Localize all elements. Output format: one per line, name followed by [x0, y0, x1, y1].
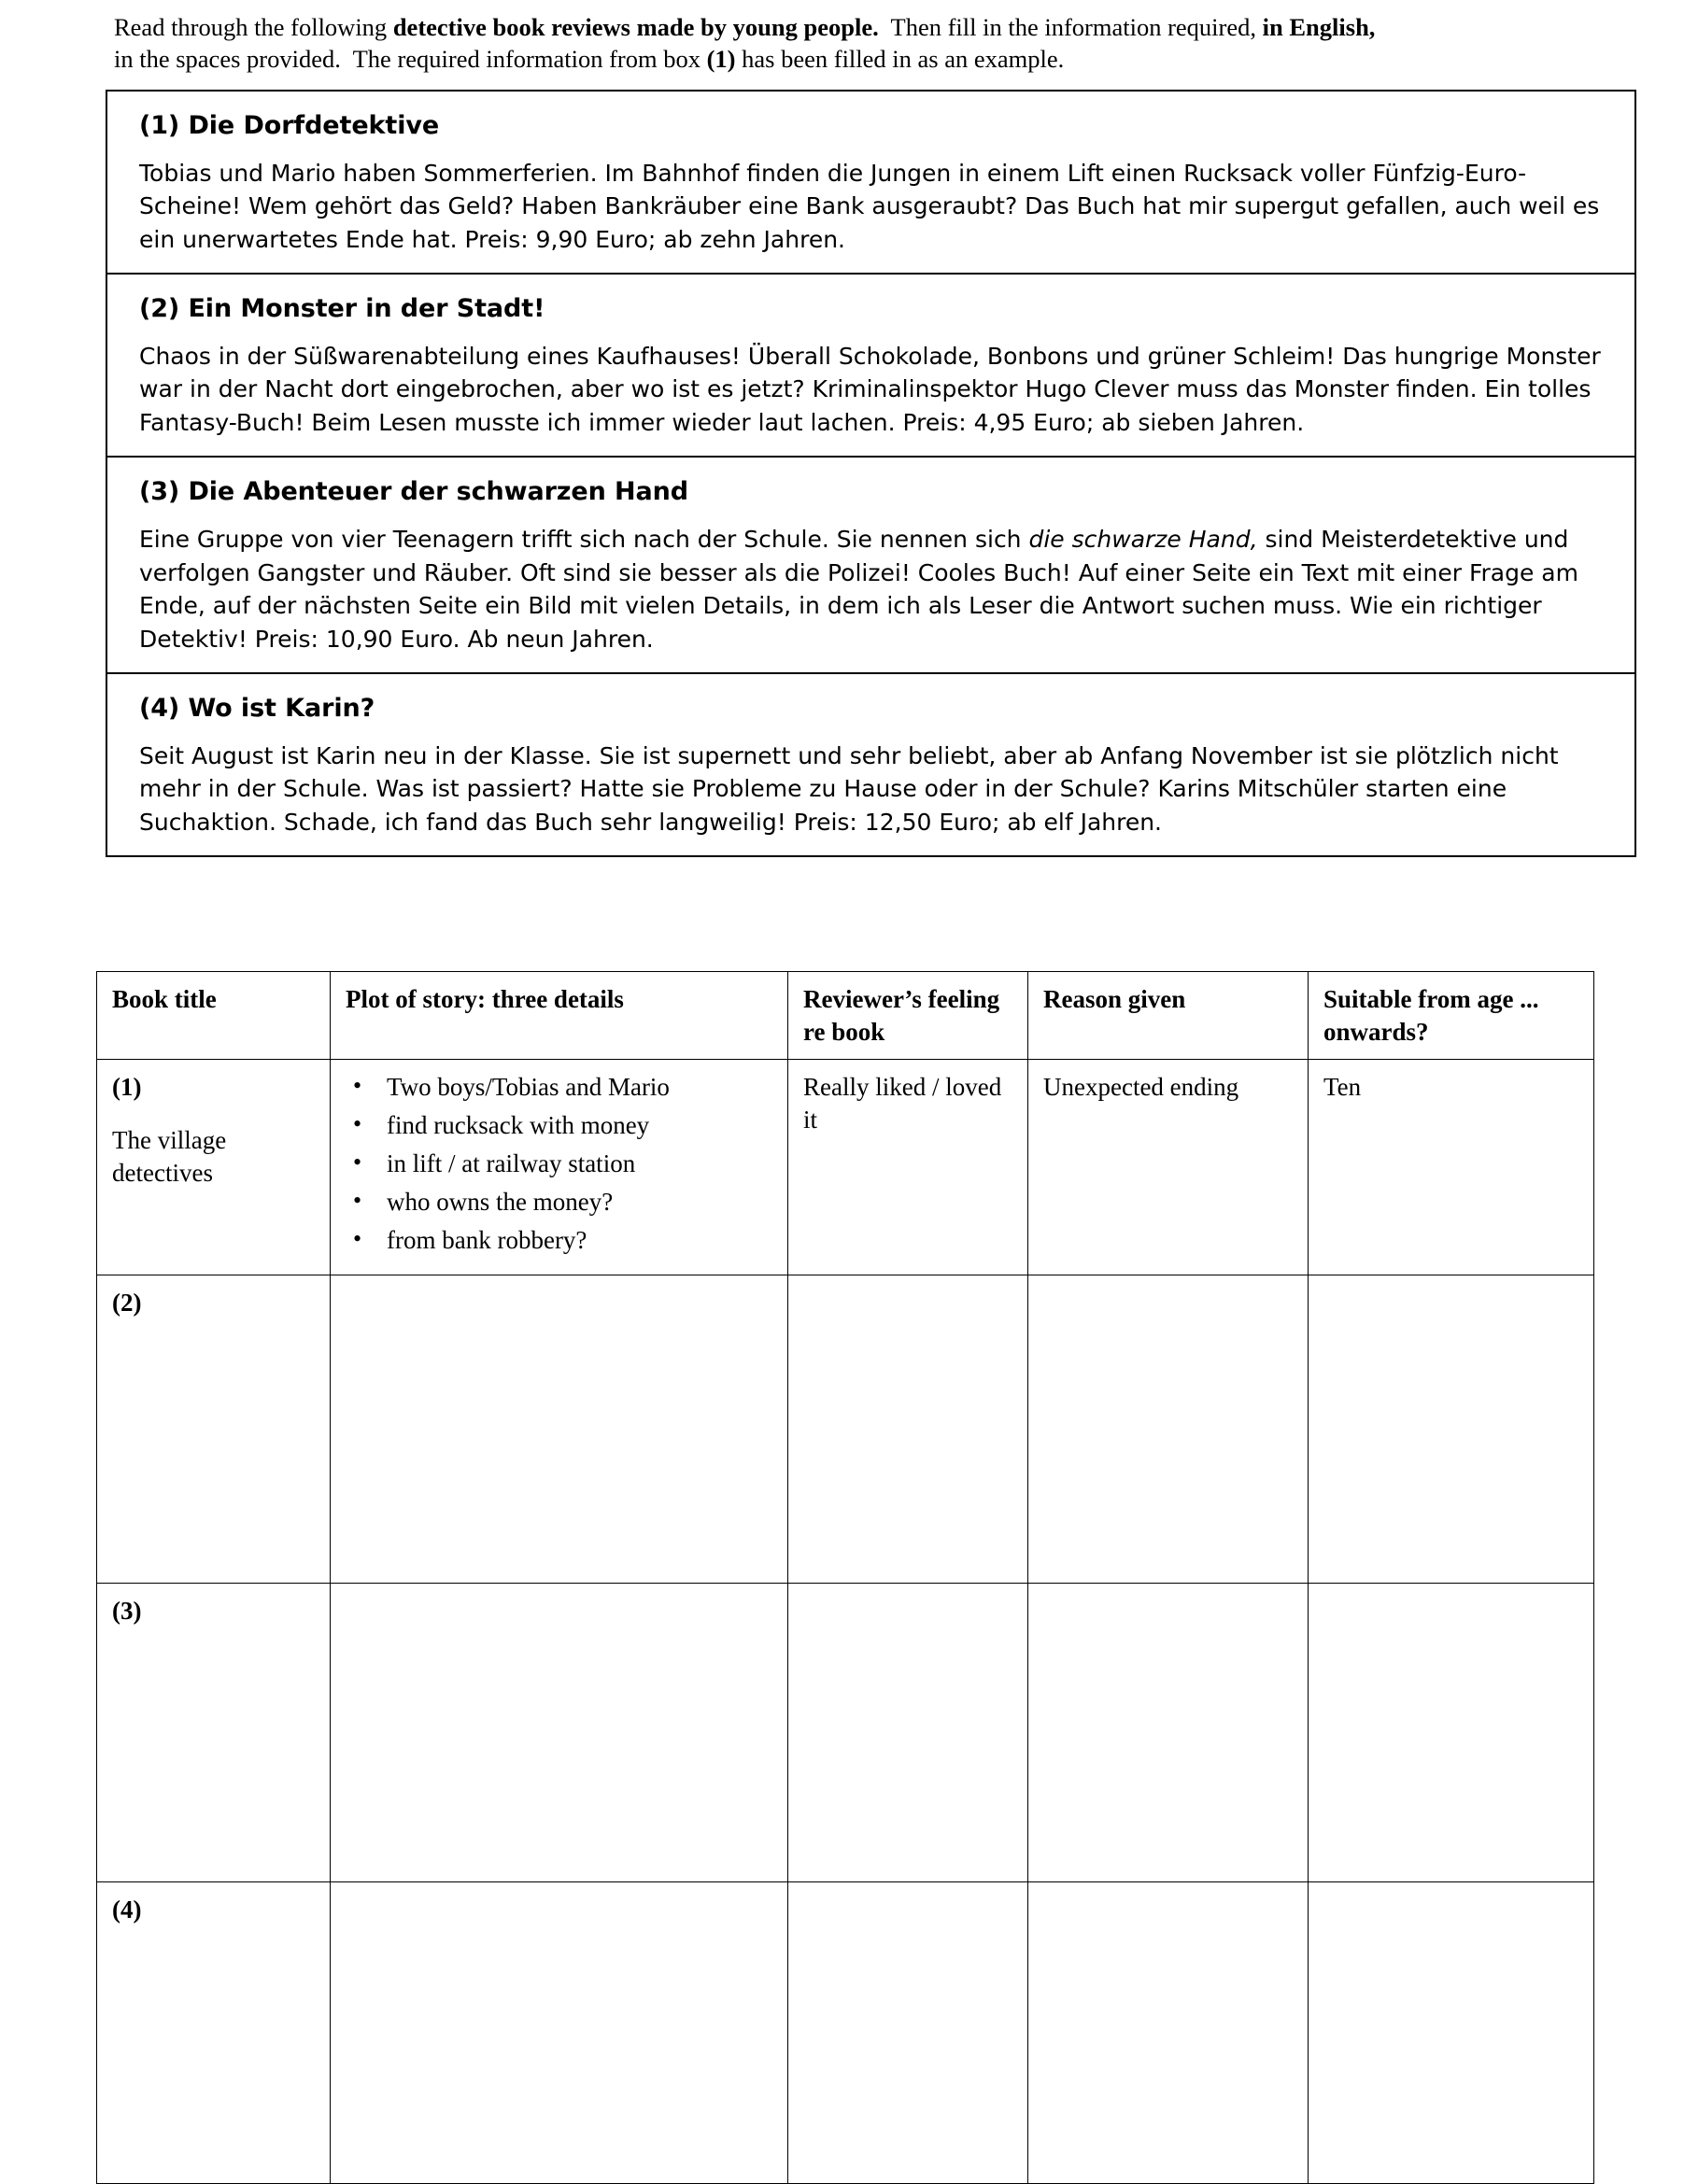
row-number-1: (1): [112, 1073, 142, 1102]
cell-plot-2[interactable]: [331, 1275, 788, 1583]
row-number-3: (3): [112, 1596, 142, 1625]
review-text-4: [139, 740, 1610, 839]
review-text-1: [139, 157, 1610, 257]
list-item: • who owns the money?: [381, 1186, 774, 1219]
review-text-2: [139, 340, 1610, 440]
table-row: [97, 1275, 1594, 1583]
cell-reason-4[interactable]: [1028, 1881, 1309, 2183]
cell-reason-1[interactable]: [1028, 1060, 1309, 1275]
review-box-4: [107, 674, 1634, 855]
cell-feeling-4[interactable]: [788, 1881, 1028, 2183]
answer-table-head: [97, 972, 1594, 1060]
list-item: • in lift / at railway station: [381, 1148, 774, 1180]
reason-answer-1: Unexpected ending: [1043, 1073, 1239, 1102]
review-text-3-after: sind Meisterdetektive und verfolgen Gangster und Räuber. Oft sind sie besser als die Polizei! Cooles Buch! Auf einer Seite ein Text mit einer Frage am Ende, auf der nächsten Seite ein Bild mit vielen Details, in dem ich als Leser die Antwort suchen muss. Wie ein richtiger Detektiv! Preis: 10,90 Euro. Ab neun Jahren.: [139, 526, 1578, 653]
table-row: [97, 1583, 1594, 1881]
review-text-2-before: Chaos in der Süßwarenabteilung eines Kaufhauses! Überall Schokolade, Bonbons und grüner Schleim! Das hungrige Monster war in der Nacht dort eingebrochen, aber wo ist es jetzt? Kriminalinspektor Hugo Clever muss das Monster finden. Ein tolles Fantasy-Buch! Beim Lesen musste ich immer wieder laut lachen. Preis: 4,95 Euro; ab sieben Jahren.: [139, 342, 1601, 436]
review-title-3: (3) Die Abenteuer der schwarzen Hand: [139, 477, 689, 507]
instructions-line1-part1: Read through the following: [114, 13, 393, 41]
instructions-line2-part1: in the spaces provided. The required information from box: [114, 45, 707, 74]
review-box-2: [107, 275, 1634, 458]
instructions: [114, 11, 1608, 76]
answer-table-body: [97, 1060, 1594, 2183]
column-header-feeling: Reviewer’s feeling re book: [788, 972, 1028, 1060]
cell-book-title-3[interactable]: [97, 1583, 331, 1881]
answer-table: [96, 971, 1594, 2184]
column-header-book-title: Book title: [97, 972, 331, 1060]
cell-book-title-4[interactable]: [97, 1881, 331, 2183]
list-item: • Two boys/Tobias and Mario: [381, 1071, 774, 1104]
table-row: [97, 1060, 1594, 1275]
instructions-line1-part2: Then fill in the information required,: [878, 13, 1263, 41]
cell-age-2[interactable]: [1309, 1275, 1594, 1583]
instructions-line1-bold2: in English,: [1262, 13, 1376, 41]
age-answer-1: Ten: [1323, 1073, 1362, 1102]
row-number-4: (4): [112, 1895, 142, 1923]
review-boxes-container: [106, 90, 1636, 857]
review-title-2: (2) Ein Monster in der Stadt!: [139, 294, 545, 324]
cell-plot-4[interactable]: [331, 1881, 788, 2183]
table-row: [97, 1881, 1594, 2183]
review-text-3: [139, 523, 1610, 655]
cell-book-title-1[interactable]: [97, 1060, 331, 1275]
cell-age-1[interactable]: [1309, 1060, 1594, 1275]
cell-reason-2[interactable]: [1028, 1275, 1309, 1583]
review-text-3-before: Eine Gruppe von vier Teenagern trifft sich nach der Schule. Sie nennen sich: [139, 526, 1029, 554]
review-text-3-italic: die schwarze Hand,: [1028, 526, 1258, 554]
book-title-answer-1: The village detectives: [112, 1126, 227, 1188]
column-header-reason: Reason given: [1028, 972, 1309, 1060]
instructions-line2-bold: (1): [706, 45, 736, 74]
review-title-1: (1) Die Dorfdetektive: [139, 111, 440, 140]
review-title-4: (4) Wo ist Karin?: [139, 694, 375, 724]
cell-feeling-1[interactable]: [788, 1060, 1028, 1275]
list-item: • find rucksack with money: [381, 1109, 774, 1142]
plot-bullet-list-1: [346, 1071, 774, 1257]
review-box-1: [107, 92, 1634, 275]
cell-feeling-2[interactable]: [788, 1275, 1028, 1583]
column-header-age: Suitable from age ... onwards?: [1309, 972, 1594, 1060]
cell-plot-3[interactable]: [331, 1583, 788, 1881]
column-header-plot: Plot of story: three details: [331, 972, 788, 1060]
cell-plot-1[interactable]: [331, 1060, 788, 1275]
list-item: • from bank robbery?: [381, 1224, 774, 1257]
review-text-4-before: Seit August ist Karin neu in der Klasse. Sie ist supernett und sehr beliebt, aber ab Anfang November ist sie plötzlich nicht mehr in der Schule. Was ist passiert? Hatte sie Probleme zu Hause oder in der Schule? Karins Mitschüler starten eine Suchaktion. Schade, ich fand das Buch sehr langweilig! Preis: 12,50 Euro; ab elf Jahren.: [139, 741, 1559, 836]
feeling-answer-1: Really liked / loved it: [803, 1073, 1002, 1134]
table-header-row: [97, 972, 1594, 1060]
row-number-2: (2): [112, 1288, 142, 1317]
cell-book-title-2[interactable]: [97, 1275, 331, 1583]
review-box-3: [107, 458, 1634, 674]
instructions-line1-bold1: detective book reviews made by young people.: [392, 13, 879, 41]
cell-age-4[interactable]: [1309, 1881, 1594, 2183]
cell-reason-3[interactable]: [1028, 1583, 1309, 1881]
instructions-line2-part2: has been filled in as an example.: [735, 45, 1065, 74]
review-text-1-before: Tobias und Mario haben Sommerferien. Im Bahnhof finden die Jungen in einem Lift einen Rucksack voller Fünfzig-Euro-Scheine! Wem gehört das Geld? Haben Bankräuber eine Bank ausgeraubt? Das Buch hat mir supergut gefallen, auch weil es ein unerwartetes Ende hat. Preis: 9,90 Euro; ab zehn Jahren.: [139, 159, 1600, 253]
cell-feeling-3[interactable]: [788, 1583, 1028, 1881]
cell-age-3[interactable]: [1309, 1583, 1594, 1881]
